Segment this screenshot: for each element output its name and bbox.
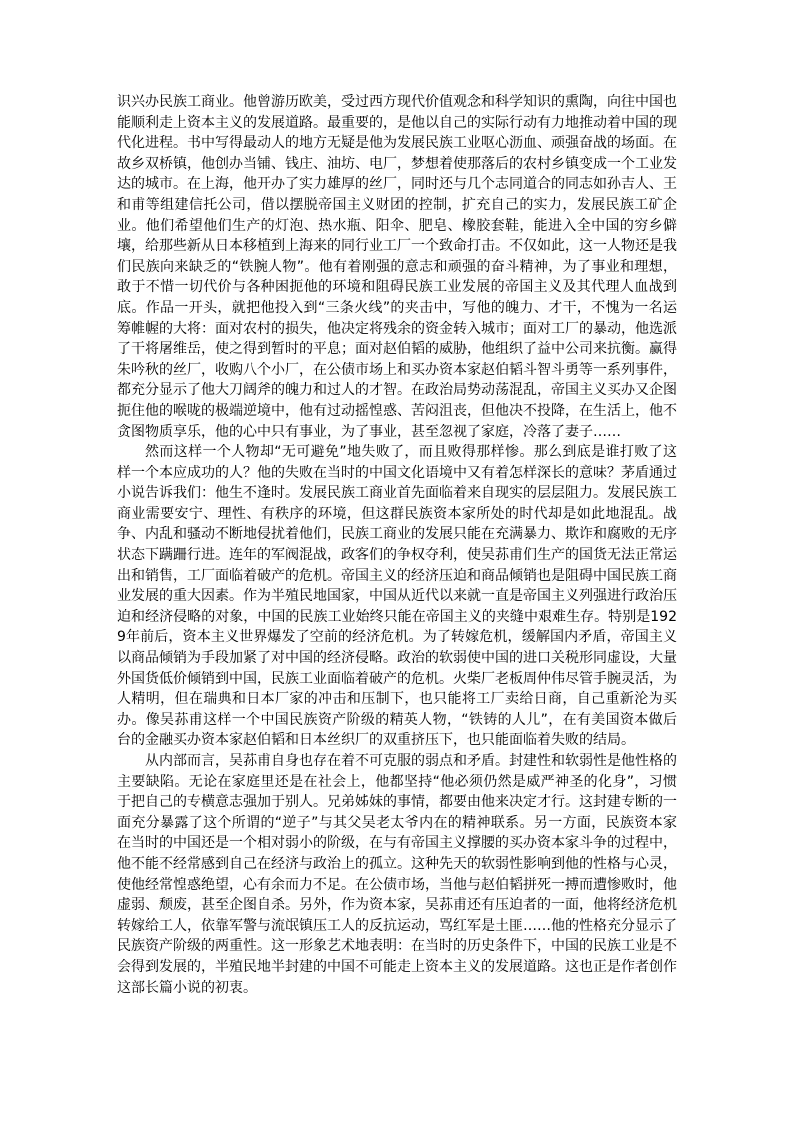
paragraph-failure-causes: 然而这样一个人物却“无可避免”地失败了，而且败得那样惨。那么到底是谁打败了这样一个本应成功的人？他的失败在当时的中国文化语境中又有着怎样深长的意味？茅盾通过小说告诉我们：他生不逢时。发展民族工商业首先面临着来自现实的层层阻力。发展民族工商业需要安宁、理性、有秩序的环境，但这群民族资本家所处的时代却是如此地混乱。战争、内乱和骚动不断地侵扰着他们，民族工商业的发展只能在充满暴力、欺诈和腐败的无序状态下蹒跚行进。连年的军阀混战，政客们的争权夺利，使吴荪甫们生产的国货无法正常运出和销售，工厂面临着破产的危机。帝国主义的经济压迫和商品倾销也是阻碍中国民族工商业发展的重大因素。作为半殖民地国家，中国从近代以来就一直是帝国主义列强进行政治压迫和经济侵略的对象，中国的民族工业始终只能在帝国主义的夹缝中艰难生存。特别是1929年前后，资本主义世界爆发了空前的经济危机。为了转嫁危机，缓解国内矛盾，帝国主义以商品倾销为手段加紧了对中国的经济侵略。政治的软弱使中国的进口关税形同虚设，大量外国货低价倾销到中国，民族工业面临着破产的危机。火柴厂老板周仲伟尽管手腕灵活，为人精明，但在瑞典和日本厂家的冲击和压制下，也只能将工厂卖给日商，自己重新沦为买办。像吴荪甫这样一个中国民族资产阶级的精英人物，“铁铸的人儿”，在有美国资本做后台的金融买办资本家赵伯韬和日本丝织厂的双重挤压下，也只能面临着失败的结局。 — [117, 444, 677, 749]
paragraph-continuation: 识兴办民族工商业。他曾游历欧美，受过西方现代价值观念和科学知识的熏陶，向往中国也能顺利走上资本主义的发展道路。最重要的，是他以自己的实际行动有力地推动着中国的现代化进程。书中写得最动人的地方无疑是他为发展民族工业呕心沥血、顽强奋战的场面。在故乡双桥镇，他创办当铺、钱庄、油坊、电厂，梦想着使那落后的农村乡镇变成一个工业发达的城市。在上海，他开办了实力雄厚的丝厂，同时还与几个志同道合的同志如孙吉人、王和甫等组建信托公司，借以摆脱帝国主义财团的控制，扩充自己的实力，发展民族工矿企业。他们希望他们生产的灯泡、热水瓶、阳伞、肥皂、橡胶套鞋，能进入全中国的穷乡僻壤，给那些新从日本移植到上海来的同行业工厂一个致命打击。不仅如此，这一人物还是我们民族向来缺乏的“铁腕人物”。他有着刚强的意志和顽强的奋斗精神，为了事业和理想，敢于不惜一切代价与各种困扼他的环境和阻碍民族工业发展的帝国主义及其代理人血战到底。作品一开头，就把他投入到“三条火线”的夹击中，写他的魄力、才干，不愧为一名运筹帷幄的大将：面对农村的损失，他决定将残余的资金转入城市；面对工厂的暴动，他选派了干将屠维岳，使之得到暂时的平息；面对赵伯韬的威胁，他组织了益中公司来抗衡。赢得朱吟秋的丝厂，收购八个小厂，在公债市场上和买办资本家赵伯韬斗智斗勇等一系列事件，都充分显示了他大刀阔斧的魄力和过人的才智。在政治局势动荡混乱，帝国主义买办又企图扼住他的喉咙的极端逆境中，他有过动摇惶惑、苦闷沮丧，但他决不投降，在生活上，他不贪图物质享乐，他的心中只有事业，为了事业，甚至忽视了家庭，冷落了妻子…… — [117, 94, 677, 440]
document-body — [117, 92, 677, 998]
paragraph-inner-weakness: 从内部而言，吴荪甫自身也存在着不可克服的弱点和矛盾。封建性和软弱性是他性格的主要缺陷。无论在家庭里还是在社会上，他都坚持“他必须仍然是威严神圣的化身”，习惯于把自己的专横意志强加于别人。兄弟姊妹的事情，都要由他来决定才行。这封建专断的一面充分暴露了这个所谓的“逆子”与其父吴老太爷内在的精神联系。另一方面，民族资本家在当时的中国还是一个相对弱小的阶级，在与有帝国主义撑腰的买办资本家斗争的过程中，他不能不经常感到自己在经济与政治上的孤立。这种先天的软弱性影响到他的性格与心灵，使他经常惶惑绝望，心有余而力不足。在公债市场，当他与赵伯韬拼死一搏而遭惨败时，他虚弱、颓废，甚至企图自杀。另外，作为资本家，吴荪甫还有压迫者的一面，他将经济危机转嫁给工人，依靠军警与流氓镇压工人的反抗运动，骂红军是土匪……他的性格充分显示了民族资产阶级的两重性。这一形象艺术地表明：在当时的历史条件下，中国的民族工业是不会得到发展的，半殖民地半封建的中国不可能走上资本主义的发展道路。这也正是作者创作这部长篇小说的初衷。 — [117, 753, 677, 996]
